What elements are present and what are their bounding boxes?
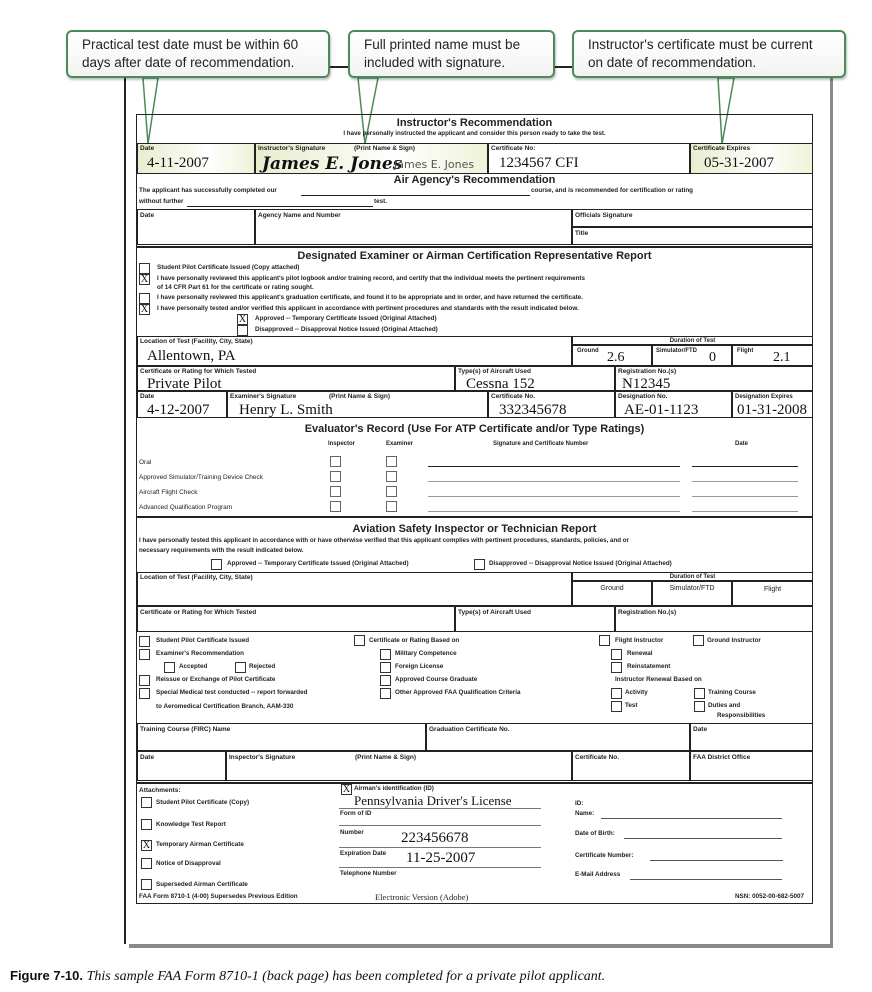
check-label: Reinstatement xyxy=(627,663,671,670)
callout-text: Instructor's certificate must be current xyxy=(588,37,813,52)
inspector-sim-field[interactable] xyxy=(652,581,732,606)
section-divider xyxy=(136,246,813,248)
student-pilot-issued-checkbox[interactable] xyxy=(139,636,150,647)
check-label: Responsibilities xyxy=(717,712,766,719)
special-medical-checkbox[interactable] xyxy=(139,688,150,699)
firc-date-field[interactable] xyxy=(690,723,813,751)
check-label: Knowledge Test Report xyxy=(156,821,226,828)
field-label: Date xyxy=(140,145,155,152)
cert-number-line[interactable] xyxy=(650,860,783,861)
field-label: Ground xyxy=(600,585,624,592)
inspector-signature-field[interactable] xyxy=(226,751,572,781)
field-label: Telephone Number xyxy=(340,870,397,877)
inspector-location-field[interactable] xyxy=(137,572,572,606)
inspector-duration-header xyxy=(572,572,813,581)
field-label: Number xyxy=(340,829,364,836)
instructor-date-field[interactable] xyxy=(137,143,255,174)
col-header: Signature and Certificate Number xyxy=(493,441,589,447)
field-label: Date xyxy=(140,393,155,400)
instructor-signature: James E. Jones xyxy=(262,154,403,174)
signature-line[interactable] xyxy=(428,481,680,482)
check-label: I have personally reviewed this applicant's pilot logbook and/or training record, and certify that the individual meets the pertinent requirements xyxy=(157,275,586,282)
form-id: FAA Form 8710-1 (4-00) Supersedes Previous Edition xyxy=(139,893,298,900)
ground-instructor-checkbox[interactable] xyxy=(693,635,704,646)
check-label: Student Pilot Certificate (Copy) xyxy=(156,799,250,806)
field-label: Designation No. xyxy=(618,393,668,400)
reinstatement-checkbox[interactable] xyxy=(611,662,622,673)
examiner-date: 4-12-2007 xyxy=(147,402,210,418)
attach-temp-certificate-checkbox[interactable]: X xyxy=(142,840,151,851)
figure-number: Figure 7-10. xyxy=(10,968,83,983)
check-label: Reissue or Exchange of Pilot Certificate xyxy=(156,676,276,683)
section-divider xyxy=(136,516,813,518)
field-label: ID: xyxy=(575,800,584,807)
callout-text: days after date of recommendation. xyxy=(82,55,295,70)
graduation-reviewed-checkbox[interactable] xyxy=(139,293,150,304)
check-label: Renewal xyxy=(627,650,653,657)
divider-line xyxy=(339,825,541,826)
field-label: Flight xyxy=(763,586,782,593)
air-agency-text: without further xyxy=(139,198,184,205)
row-label: Approved Simulator/Training Device Check xyxy=(139,474,264,481)
section-divider xyxy=(136,782,813,784)
callout-cert-current xyxy=(572,30,846,78)
check-label: Instructor Renewal Based on xyxy=(615,676,702,683)
rejected-checkbox[interactable] xyxy=(235,662,246,673)
agency-name-field[interactable] xyxy=(255,209,572,245)
inspector-title: Aviation Safety Inspector or Technician Report xyxy=(352,523,597,535)
check-label: Notice of Disapproval xyxy=(156,860,221,867)
field-label: Location of Test (Facility, City, State) xyxy=(140,338,253,345)
examiner-checkbox[interactable] xyxy=(386,471,397,482)
check-label: Student Pilot Certificate Issued (Copy attached) xyxy=(157,264,300,271)
district-office-field[interactable] xyxy=(690,751,813,781)
check-label: Foreign License xyxy=(395,663,444,670)
duties-checkbox[interactable] xyxy=(694,701,705,712)
check-label: Ground Instructor xyxy=(707,637,761,644)
id-form-value: Pennsylvania Driver's License xyxy=(354,793,512,808)
check-label: Disapproved -- Disapproval Notice Issued (Original Attached) xyxy=(489,560,672,567)
designation-expires-field[interactable] xyxy=(732,391,813,418)
inspector-ground-field[interactable] xyxy=(572,581,652,606)
examiner-cert-no: 332345678 xyxy=(499,402,567,418)
row-label: Advanced Qualification Program xyxy=(139,504,233,511)
instructor-expires-field[interactable] xyxy=(690,143,813,174)
col-header: Inspector xyxy=(328,441,356,447)
examiner-recommendation-checkbox[interactable] xyxy=(139,649,150,660)
date-line[interactable] xyxy=(692,466,798,467)
check-label: Special Medical test conducted -- report forwarded xyxy=(156,689,308,696)
designation-no-field[interactable] xyxy=(615,391,732,418)
sim-time: 0 xyxy=(709,350,716,365)
field-label: Flight xyxy=(737,348,754,354)
check-label: Other Approved FAA Qualification Criteria xyxy=(395,689,521,696)
row-label: Aircraft Flight Check xyxy=(139,489,198,496)
check-label: Temporary Airman Certificate xyxy=(156,841,244,848)
check-label: of 14 CFR Part 61 for the certificate or rating sought. xyxy=(157,284,314,291)
attach-disapproval-checkbox[interactable] xyxy=(141,858,152,869)
inspector-disapproved-checkbox[interactable] xyxy=(474,559,485,570)
check-label: Disapproved -- Disapproval Notice Issued (Original Attached) xyxy=(255,326,438,333)
examiner-signature-field[interactable] xyxy=(227,391,488,418)
foreign-license-checkbox[interactable] xyxy=(380,662,391,673)
callout-text: Practical test date must be within 60 xyxy=(82,37,299,52)
field-label: Expiration Date xyxy=(340,850,387,857)
field-label: Ground xyxy=(577,348,599,354)
field-label: FAA District Office xyxy=(693,754,751,761)
id-form-line[interactable] xyxy=(339,808,541,809)
airman-id-checkbox[interactable]: X xyxy=(342,784,351,795)
instructor-subtitle: I have personally instructed the applicant and consider this person ready to take the test. xyxy=(343,130,606,137)
check-label: Examiner's Recommendation xyxy=(156,650,244,657)
field-label: Simulator/FTD xyxy=(669,585,715,592)
inspector-cert-rating-field[interactable] xyxy=(137,606,455,632)
field-label: Date of Birth: xyxy=(575,830,615,837)
cert-based-on-checkbox[interactable] xyxy=(354,635,365,646)
instructor-title: Instructor's Recommendation xyxy=(396,117,553,129)
registration-no: N12345 xyxy=(622,376,671,392)
instructor-date: 4-11-2007 xyxy=(147,155,209,171)
ground-time: 2.6 xyxy=(607,350,625,365)
row-label: Oral xyxy=(139,459,152,466)
examiner-date-field[interactable] xyxy=(137,391,227,418)
field-label: Training Course (FIRC) Name xyxy=(140,726,231,733)
version-label: Electronic Version (Adobe) xyxy=(375,892,469,902)
field-label: (Print Name & Sign) xyxy=(355,754,417,761)
inspector-flight-field[interactable] xyxy=(732,581,813,606)
check-label: Accepted xyxy=(179,663,208,670)
official-title-field[interactable] xyxy=(572,227,813,245)
id-number: 223456678 xyxy=(401,830,469,846)
field-label: Inspector's Signature xyxy=(229,754,296,761)
email-line[interactable] xyxy=(630,879,782,880)
renewal-checkbox[interactable] xyxy=(611,649,622,660)
inspector-text: necessary requirements with the result indicated below. xyxy=(139,547,304,554)
field-label: Type(s) of Aircraft Used xyxy=(458,368,531,375)
callout-text: on date of recommendation. xyxy=(588,55,757,70)
field-label: Certificate No. xyxy=(491,393,536,400)
military-competence-checkbox[interactable] xyxy=(380,649,391,660)
designation-no: AE-01-1123 xyxy=(624,402,699,418)
inspector-cert-field[interactable] xyxy=(572,751,690,781)
field-label: Date xyxy=(140,754,155,761)
field-label: Simulator/FTD xyxy=(656,348,698,354)
designation-expires: 01-31-2008 xyxy=(737,402,807,418)
attach-superseded-checkbox[interactable] xyxy=(141,879,152,890)
inspector-registration-field[interactable] xyxy=(615,606,813,632)
aircraft-type: Cessna 152 xyxy=(466,376,535,392)
date-line[interactable] xyxy=(692,496,798,497)
col-header: Examiner xyxy=(386,441,414,447)
inspector-approved-checkbox[interactable] xyxy=(211,559,222,570)
check-label: Certificate or Rating Based on xyxy=(369,637,460,644)
test-location: Allentown, PA xyxy=(147,348,236,364)
number-line[interactable] xyxy=(339,847,541,848)
sim-time-field[interactable] xyxy=(652,345,732,366)
field-label: Title xyxy=(575,230,589,237)
evaluator-title: Evaluator's Record (Use For ATP Certificate and/or Type Ratings) xyxy=(304,423,645,435)
approved-course-checkbox[interactable] xyxy=(380,675,391,686)
field-label: (Print Name & Sign) xyxy=(354,145,416,152)
field-label: Type(s) of Aircraft Used xyxy=(458,609,531,616)
examiner-name: Henry L. Smith xyxy=(239,402,333,418)
field-label: Duration of Test xyxy=(669,574,716,580)
registration-field[interactable] xyxy=(615,366,813,391)
flight-instructor-checkbox[interactable] xyxy=(599,635,610,646)
duration-header xyxy=(572,336,813,345)
instructor-printed-name: James E. Jones xyxy=(394,158,475,171)
inspector-checkbox[interactable] xyxy=(330,471,341,482)
other-faa-criteria-checkbox[interactable] xyxy=(380,688,391,699)
check-label: Test xyxy=(625,702,638,709)
flight-time: 2.1 xyxy=(773,350,791,365)
accepted-checkbox[interactable] xyxy=(164,662,175,673)
examiner-title: Designated Examiner or Airman Certification Representative Report xyxy=(297,250,652,262)
attachments-title: Attachments: xyxy=(139,787,181,794)
nsn-label: NSN: 0052-00-682-5007 xyxy=(735,893,804,900)
field-label: Officials Signature xyxy=(575,212,633,219)
instructor-signature-field[interactable] xyxy=(255,143,488,174)
graduation-cert-field[interactable] xyxy=(426,723,690,751)
figure-text: This sample FAA Form 8710-1 (back page) has been completed for a private pilot applicant. xyxy=(86,969,606,984)
field-label: Location of Test (Facility, City, State) xyxy=(140,574,253,581)
dob-line[interactable] xyxy=(624,838,782,839)
check-label: I have personally reviewed this applicant's graduation certificate, and found it to be appropriate and in order, and have returned the certificate. xyxy=(157,294,583,301)
field-label: Examiner's Signature xyxy=(230,393,297,400)
firc-name-field[interactable] xyxy=(137,723,426,751)
air-agency-text: course, and is recommended for certification or rating xyxy=(531,187,694,194)
col-header: Date xyxy=(735,441,749,447)
examiner-cert-field[interactable] xyxy=(488,391,615,418)
air-agency-title: Air Agency's Recommendation xyxy=(393,174,556,186)
field-label: Date xyxy=(693,726,708,733)
field-label: Certificate or Rating for Which Tested xyxy=(140,368,257,375)
cert-rating-field[interactable] xyxy=(137,366,455,391)
check-label: Training Course xyxy=(708,689,756,696)
inspector-aircraft-field[interactable] xyxy=(455,606,615,632)
field-label: Airman's identification (ID) xyxy=(354,785,434,792)
instructor-cert-field[interactable] xyxy=(488,143,690,174)
check-label: Duties and xyxy=(708,702,741,709)
signature-line[interactable] xyxy=(428,466,680,467)
field-label: Certificate No: xyxy=(491,145,536,152)
field-label: Date xyxy=(140,212,155,219)
check-label: Activity xyxy=(625,689,648,696)
check-label: Flight Instructor xyxy=(615,637,664,644)
instructor-cert-expires: 05-31-2007 xyxy=(704,155,774,171)
examiner-approved-checkbox[interactable]: X xyxy=(238,314,247,325)
field-label: Certificate Number: xyxy=(575,852,634,859)
inspector-checkbox[interactable] xyxy=(330,456,341,467)
air-agency-text: test. xyxy=(374,198,387,205)
air-agency-text: The applicant has successfully completed our xyxy=(139,187,277,194)
instructor-cert-no: 1234567 CFI xyxy=(499,155,579,171)
examiner-checkbox[interactable] xyxy=(386,486,397,497)
air-agency-date-field[interactable] xyxy=(137,209,255,245)
field-label: Certificate or Rating for Which Tested xyxy=(140,609,257,616)
callout-text: Full printed name must be xyxy=(364,37,521,52)
check-label: Rejected xyxy=(249,663,276,670)
field-label: Agency Name and Number xyxy=(258,212,341,219)
field-label: Name: xyxy=(575,810,595,817)
examiner-location-field[interactable] xyxy=(137,336,572,366)
instructor-header xyxy=(136,118,813,142)
field-label: (Print Name & Sign) xyxy=(329,393,391,400)
training-course-checkbox[interactable] xyxy=(694,688,705,699)
flight-time-field[interactable] xyxy=(732,345,813,366)
logbook-reviewed-checkbox[interactable]: X xyxy=(140,274,149,285)
aircraft-field[interactable] xyxy=(455,366,615,391)
figure-caption xyxy=(10,968,605,985)
field-label: Certificate No. xyxy=(575,754,620,761)
student-pilot-checkbox[interactable] xyxy=(139,263,150,274)
check-label: Student Pilot Certificate Issued xyxy=(156,637,250,644)
examiner-checkbox[interactable] xyxy=(386,501,397,512)
field-label: Instructor's Signature xyxy=(258,145,326,152)
field-label: E-Mail Address xyxy=(575,871,621,878)
field-label: Form of ID xyxy=(340,810,372,817)
field-label: Graduation Certificate No. xyxy=(429,726,510,733)
check-label: to Aeromedical Certification Branch, AAM-330 xyxy=(156,703,294,710)
date-line[interactable] xyxy=(692,481,798,482)
attach-knowledge-test-checkbox[interactable] xyxy=(141,819,152,830)
signature-line[interactable] xyxy=(428,511,680,512)
field-label: Designation Expires xyxy=(735,394,793,400)
date-line[interactable] xyxy=(692,511,798,512)
inspector-text: I have personally tested this applicant in accordance with or have otherwise verified that this applicant complies with pertinent procedures, standards, policies, and or xyxy=(139,537,629,544)
check-label: Approved -- Temporary Certificate Issued (Original Attached) xyxy=(227,560,409,567)
examiner-disapproved-checkbox[interactable] xyxy=(237,325,248,336)
activity-checkbox[interactable] xyxy=(611,688,622,699)
field-label: Certificate Expires xyxy=(693,145,751,152)
check-label: I have personally tested and/or verified this applicant in accordance with pertinent procedures and standards with the result indicated below. xyxy=(157,305,579,312)
check-label: Approved -- Temporary Certificate Issued (Original Attached) xyxy=(255,315,437,322)
attach-student-pilot-checkbox[interactable] xyxy=(141,797,152,808)
check-label: Approved Course Graduate xyxy=(395,676,478,683)
field-label: Registration No.(s) xyxy=(618,609,677,616)
callout-text: included with signature. xyxy=(364,55,506,70)
officials-signature-field[interactable] xyxy=(572,209,813,227)
reissue-checkbox[interactable] xyxy=(139,675,150,686)
test-checkbox[interactable] xyxy=(611,701,622,712)
id-expiration: 11-25-2007 xyxy=(406,850,476,866)
signature-line[interactable] xyxy=(428,496,680,497)
tested-verified-checkbox[interactable]: X xyxy=(140,304,149,315)
callout-printed-name xyxy=(348,30,555,78)
inspector-date-field[interactable] xyxy=(137,751,226,781)
course-blank[interactable] xyxy=(301,195,530,196)
test-blank[interactable] xyxy=(187,206,373,207)
callout-test-date xyxy=(66,30,330,78)
expiration-line[interactable] xyxy=(339,867,541,868)
name-line[interactable] xyxy=(601,818,782,819)
field-label: Duration of Test xyxy=(669,338,716,344)
cert-rating: Private Pilot xyxy=(147,376,222,392)
field-label: Registration No.(s) xyxy=(618,368,677,375)
inspector-checkbox[interactable] xyxy=(330,501,341,512)
check-label: Superseded Airman Certificate xyxy=(156,881,248,888)
inspector-checkbox[interactable] xyxy=(330,486,341,497)
check-label: Military Competence xyxy=(395,650,457,657)
examiner-checkbox[interactable] xyxy=(386,456,397,467)
ground-time-field[interactable] xyxy=(572,345,652,366)
